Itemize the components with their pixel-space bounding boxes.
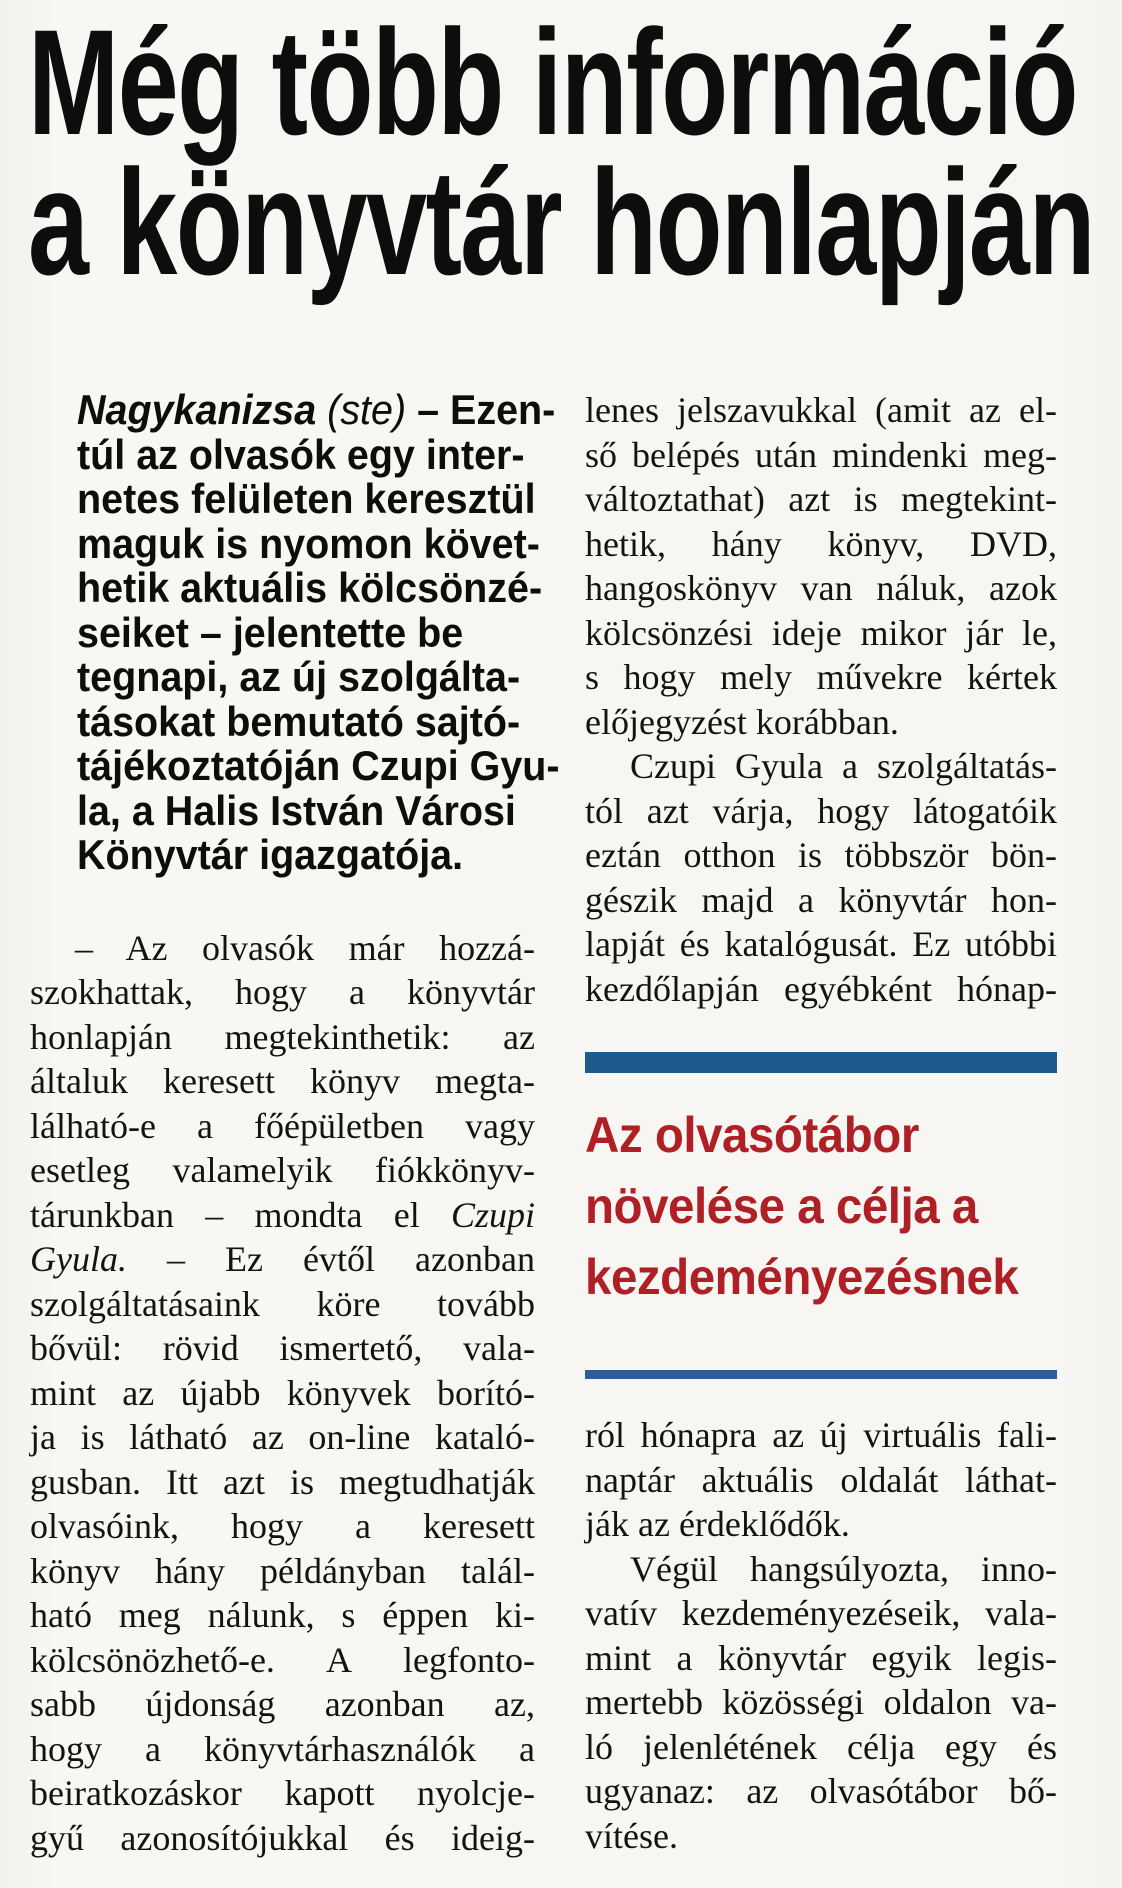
text-line: túl az olvasók egy inter- xyxy=(77,430,525,478)
text-line: tól azt várja, hogy látogatóik xyxy=(585,790,1057,831)
text-line: szokhattak, hogy a könyvtár xyxy=(30,972,535,1012)
text-line: Gyula. – Ez évtől azonban xyxy=(30,1239,535,1279)
text-line: ugyanaz: az olvasótábor bő- xyxy=(585,1771,1057,1811)
text-line: hangoskönyv van náluk, azok xyxy=(585,568,1057,608)
text-line: Végül hangsúlyozta, inno- xyxy=(630,1548,1057,1589)
text-line: ső belépés után mindenki meg- xyxy=(585,434,1057,475)
text-line: esetleg valamelyik fiókkönyv- xyxy=(30,1150,535,1190)
text-line: lálható-e a főépületben vagy xyxy=(30,1105,535,1146)
text-line: szolgáltatásaink köre tovább xyxy=(30,1283,535,1324)
text-line: ja is látható az on-line kataló- xyxy=(30,1417,535,1457)
text-line: olvasóink, hogy a keresett xyxy=(30,1506,535,1546)
text-line: hetik, hány könyv, DVD, xyxy=(585,523,1057,564)
text-line: gyű azonosítójukkal és ideig- xyxy=(30,1817,535,1858)
text-line: ló jelenlétének célja egy és xyxy=(585,1726,1057,1767)
body-paragraph-2 xyxy=(585,388,1057,744)
text-line: hetik aktuális kölcsönzé- xyxy=(77,564,543,611)
text-line: seiket – jelentette be xyxy=(77,608,464,656)
text-segment: Gyula. xyxy=(30,1239,127,1279)
text-line: Czupi Gyula a szolgáltatás- xyxy=(630,746,1057,786)
text-line: változtathat) azt is megtekint- xyxy=(585,479,1057,519)
text-line: Még több információ xyxy=(28,0,1077,166)
lead-paragraph xyxy=(77,386,560,878)
text-line: Nagykanizsa (ste) – Ezen- xyxy=(77,386,556,433)
text-segment: Nagykanizsa xyxy=(77,386,328,433)
text-line: általuk keresett könyv megta- xyxy=(30,1061,535,1101)
text-segment: (ste) xyxy=(327,386,418,433)
text-line: ról hónapra az új virtuális fali- xyxy=(585,1415,1057,1455)
text-line: bővül: rövid ismertető, vala- xyxy=(30,1328,535,1368)
text-line: ható meg nálunk, s éppen ki- xyxy=(30,1595,535,1635)
pull-quote-text xyxy=(585,1100,1033,1313)
text-line: lapját és katalógusát. Ez utóbbi xyxy=(585,924,1057,964)
body-paragraph-3 xyxy=(585,744,1057,1011)
body-paragraph-5 xyxy=(585,1547,1057,1859)
pull-quote-rule-top xyxy=(585,1052,1057,1073)
text-line: lenes jelszavukkal (amit az el- xyxy=(585,390,1057,430)
text-line: kezdőlapján egyébként hónap- xyxy=(585,968,1057,1009)
text-line: növelése a célja a xyxy=(585,1178,978,1234)
headline xyxy=(28,0,1095,306)
text-line: netes felületen keresztül xyxy=(77,475,536,522)
text-line: vítése. xyxy=(585,1815,678,1856)
pull-quote xyxy=(585,1052,1057,1379)
text-line: gészik majd a könyvtár hon- xyxy=(585,879,1057,920)
body-paragraph-4 xyxy=(585,1413,1057,1547)
text-line: kölcsönzési ideje mikor jár le, xyxy=(585,612,1057,653)
text-line: Könyvtár igazgatója. xyxy=(77,831,464,878)
text-line: gusban. Itt azt is megtudhatják xyxy=(30,1461,535,1502)
text-line: eztán otthon is többször bön- xyxy=(585,835,1057,875)
text-line: tegnapi, az új szolgálta- xyxy=(77,653,521,700)
text-line: a könyvtár honlapján xyxy=(28,138,1095,306)
text-line: vatív kezdeményezéseik, vala- xyxy=(585,1593,1057,1633)
column-left xyxy=(30,386,560,1860)
text-line: kölcsönözhető-e. A legfonto- xyxy=(30,1639,535,1680)
text-line: mertebb közösségi oldalon va- xyxy=(585,1682,1057,1722)
text-line: tásokat bemutató sajtó- xyxy=(77,697,521,745)
text-line: ják az érdeklődők. xyxy=(585,1504,850,1544)
text-line: mint az újabb könyvek borító- xyxy=(30,1372,535,1413)
column-right xyxy=(585,388,1057,1858)
text-line: beiratkozáskor kapott nyolcje- xyxy=(30,1773,535,1813)
text-line: Az olvasótábor xyxy=(585,1107,919,1163)
text-line: kezdeményezésnek xyxy=(585,1249,1019,1305)
text-line: naptár aktuális oldalát láthat- xyxy=(585,1459,1057,1500)
text-line: hogy a könyvtárhasználók a xyxy=(30,1728,535,1769)
text-line: tájékoztatóján Czupi Gyu- xyxy=(77,742,560,789)
text-line: tárunkban – mondta el Czupi xyxy=(30,1194,535,1235)
text-line: s hogy mely művekre kértek xyxy=(585,657,1057,697)
body-paragraph-1 xyxy=(30,926,535,1861)
text-line: könyv hány példányban talál- xyxy=(30,1550,535,1591)
text-line: la, a Halis István Városi xyxy=(77,786,516,834)
text-segment: Czupi xyxy=(450,1194,535,1235)
text-line: előjegyzést korábban. xyxy=(585,701,899,742)
text-line: maguk is nyomon követ- xyxy=(77,519,540,567)
text-line: honlapján megtekinthetik: az xyxy=(30,1016,535,1057)
text-line: mint a könyvtár egyik legis- xyxy=(585,1637,1057,1678)
text-line: – Az olvasók már hozzá- xyxy=(75,927,535,968)
pull-quote-rule-bottom xyxy=(585,1370,1057,1379)
text-line: sabb újdonság azonban az, xyxy=(30,1684,535,1724)
